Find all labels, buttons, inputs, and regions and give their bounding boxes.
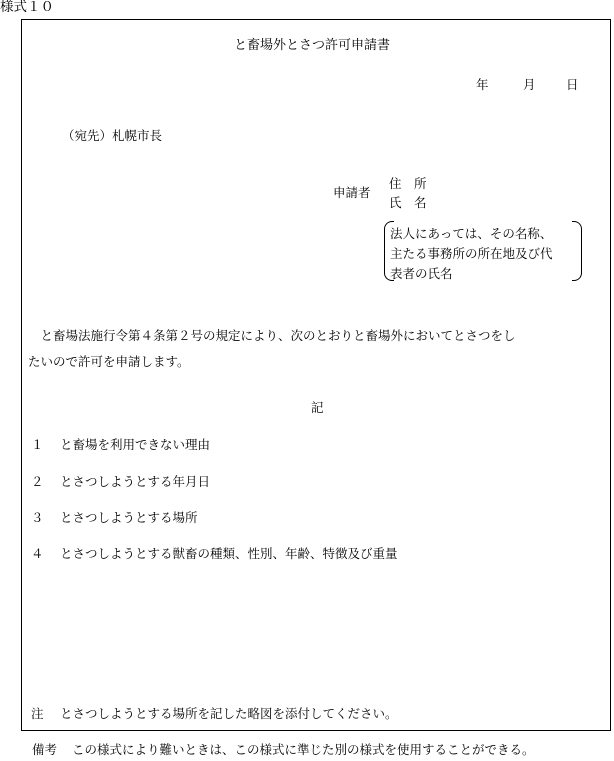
remarks-text: この様式により難いときは、この様式に準じた別の様式を使用することができる。	[72, 742, 535, 757]
item-number: ２	[31, 474, 44, 489]
item-text: とさつしようとする獣畜の種類、性別、年齢、特徴及び重量	[60, 546, 398, 561]
item-number: １	[31, 437, 44, 452]
item-text: と畜場を利用できない理由	[60, 437, 211, 452]
item-number: ３	[31, 510, 44, 525]
form-title: と畜場外とさつ許可申請書	[234, 38, 391, 53]
name-label: 氏 名	[389, 195, 427, 210]
item-text: とさつしようとする年月日	[60, 474, 211, 489]
remarks-label: 備考	[32, 742, 58, 757]
note-text: とさつしようとする場所を記した略図を添付してください。	[60, 706, 398, 721]
applicant-note	[390, 224, 553, 284]
right-bracket	[572, 221, 582, 281]
ki-heading: 記	[311, 400, 324, 415]
addressee: （宛先）札幌市長	[62, 128, 163, 143]
body-text-line1: と畜場法施行令第４条第２号の規定により、次のとおりと畜場外においてとさつをし	[28, 328, 516, 343]
item-number: ４	[31, 546, 44, 561]
form-number: 様式１０	[0, 0, 54, 15]
applicant-note-line: 法人にあっては、その名称、	[390, 226, 553, 241]
body-text-line2: たいので許可を申請します。	[28, 354, 190, 369]
note-label: 注	[31, 706, 44, 721]
date-year-label: 年	[476, 77, 489, 92]
applicant-label: 申請者	[333, 185, 371, 200]
applicant-note-line: 主たる事務所の所在地及び代	[390, 246, 553, 261]
item-text: とさつしようとする場所	[60, 510, 198, 525]
date-day-label: 日	[566, 77, 579, 92]
address-label: 住 所	[389, 176, 427, 191]
date-month-label: 月	[523, 77, 536, 92]
applicant-note-line: 表者の氏名	[390, 266, 453, 281]
form-frame	[21, 19, 611, 731]
